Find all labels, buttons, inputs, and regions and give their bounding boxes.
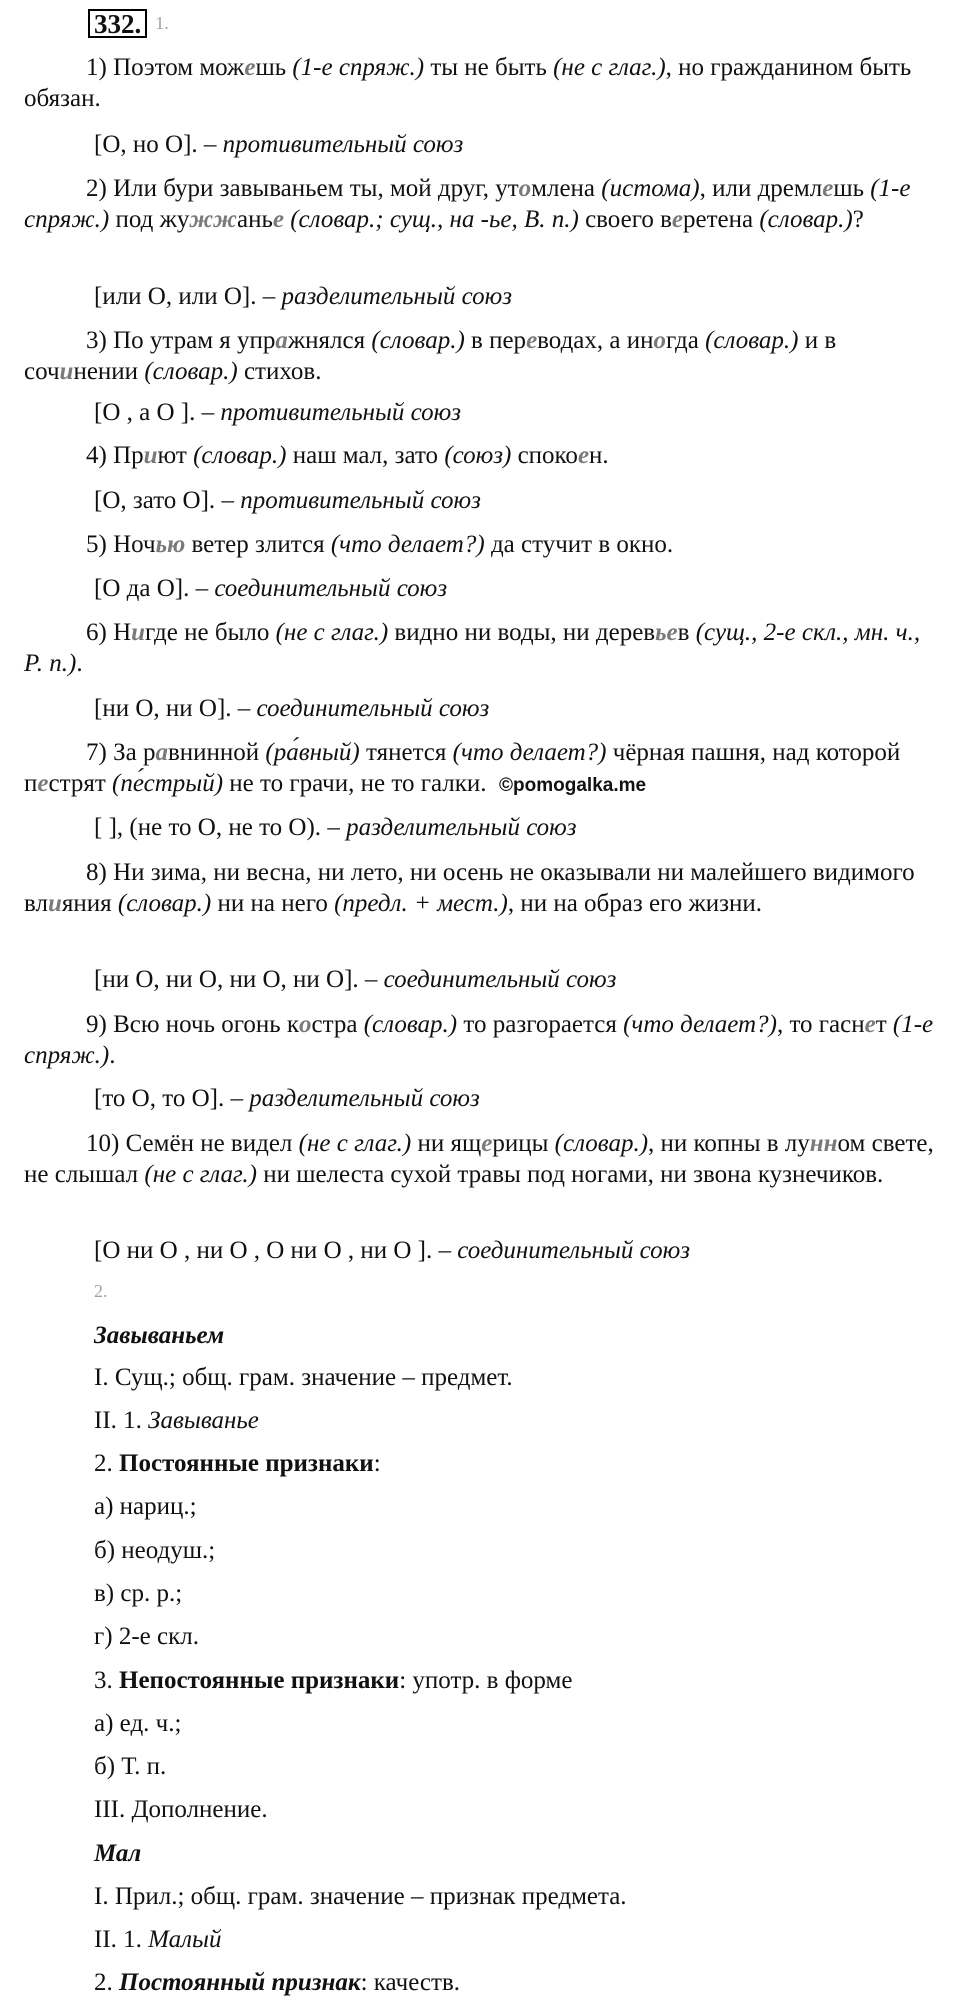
part-one-marker: 1. (155, 13, 169, 33)
sentence-6: 6) Нигде не было (не с глаг.) видно ни воды, ни деревьев (сущ., 2-е скл., мн. ч., Р. п.). (24, 619, 921, 677)
watermark: ©pomogalka.me (499, 775, 647, 796)
sentence-10: 10) Семён не видел (не с глаг.) ни ящерицы (словар.), ни копны в лунном свете, не слышал (не с глаг.) ни шелеста сухой травы под ногами, ни звона кузнечиков. (24, 1130, 934, 1188)
part-two-marker: 2. (94, 1281, 108, 1301)
analysis-line: а) нариц.; (94, 1493, 197, 1520)
exercise-header (88, 8, 169, 38)
sentence-5: 5) Ночью ветер злится (что делает?) да стучит в окно. (86, 531, 674, 558)
sentence-4: 4) Приют (словар.) наш мал, зато (союз) спокоен. (86, 442, 609, 469)
analysis-line: 2. Постоянные признаки: (94, 1450, 381, 1477)
scheme-8: [ни О, ни О, ни О, ни О]. – соединительный союз (94, 966, 617, 993)
analysis-line: I. Сущ.; общ. грам. значение – предмет. (94, 1364, 513, 1391)
scheme-4: [О, зато О]. – противительный союз (94, 487, 481, 514)
word-heading-1: Завываньем (94, 1322, 225, 1349)
scheme-7: [ ], (не то О, не то О). – разделительный союз (94, 814, 577, 841)
scheme-9: [то О, то О]. – разделительный союз (94, 1085, 480, 1112)
sentence-8: 8) Ни зима, ни весна, ни лето, ни осень не оказывали ни малейшего видимого влияния (словар.) ни на него (предл. + мест.), ни на образ его жизни. (24, 859, 915, 917)
sentence-3: 3) По утрам я упражнялся (словар.) в переводах, а иногда (словар.) и в сочинении (словар.) стихов. (24, 327, 837, 385)
exercise-number: 332. (88, 9, 147, 38)
analysis-line: I. Прил.; общ. грам. значение – признак предмета. (94, 1883, 627, 1910)
scheme-3: [О , а О ]. – противительный союз (94, 399, 462, 426)
scheme-10: [О ни О , ни О , О ни О , ни О ]. – соединительный союз (94, 1237, 691, 1264)
analysis-line: б) Т. п. (94, 1753, 167, 1780)
scheme-5: [О да О]. – соединительный союз (94, 575, 448, 602)
analysis-line: II. 1. Малый (94, 1926, 222, 1953)
scheme-2: [или О, или О]. – разделительный союз (94, 283, 512, 310)
sentence-2: 2) Или бури завываньем ты, мой друг, утомлена (истома), или дремлешь (1-е спряж.) под жужжанье (словар.; сущ., на -ье, В. п.) своего веретена (словар.)? (24, 175, 911, 233)
scheme-1: [О, но О]. – противительный союз (94, 131, 464, 158)
sentence-7: 7) За равнинной (ра́вный) тянется (что делает?) чёрная пашня, над которой пестрят (пе́стрый) не то грачи, не то галки. ©pomogalka.me (24, 739, 901, 797)
analysis-line: г) 2-е скл. (94, 1623, 199, 1650)
analysis-line: 2. Постоянный признак: качеств. (94, 1969, 461, 1996)
analysis-line: II. 1. Завыванье (94, 1407, 259, 1434)
word-heading-2: Мал (94, 1840, 142, 1867)
analysis-line: б) неодуш.; (94, 1537, 216, 1564)
sentence-1: 1) Поэтом можешь (1-е спряж.) ты не быть (не с глаг.), но гражданином быть обязан. (24, 54, 912, 112)
analysis-line: III. Дополнение. (94, 1796, 268, 1823)
sentence-9: 9) Всю ночь огонь костра (словар.) то разгорается (что делает?), то гаснет (1-е спряж.). (24, 1011, 934, 1069)
analysis-line: а) ед. ч.; (94, 1710, 182, 1737)
scheme-6: [ни О, ни О]. – соединительный союз (94, 695, 490, 722)
analysis-line: в) ср. р.; (94, 1580, 183, 1607)
analysis-line: 3. Непостоянные признаки: употр. в форме (94, 1667, 573, 1694)
